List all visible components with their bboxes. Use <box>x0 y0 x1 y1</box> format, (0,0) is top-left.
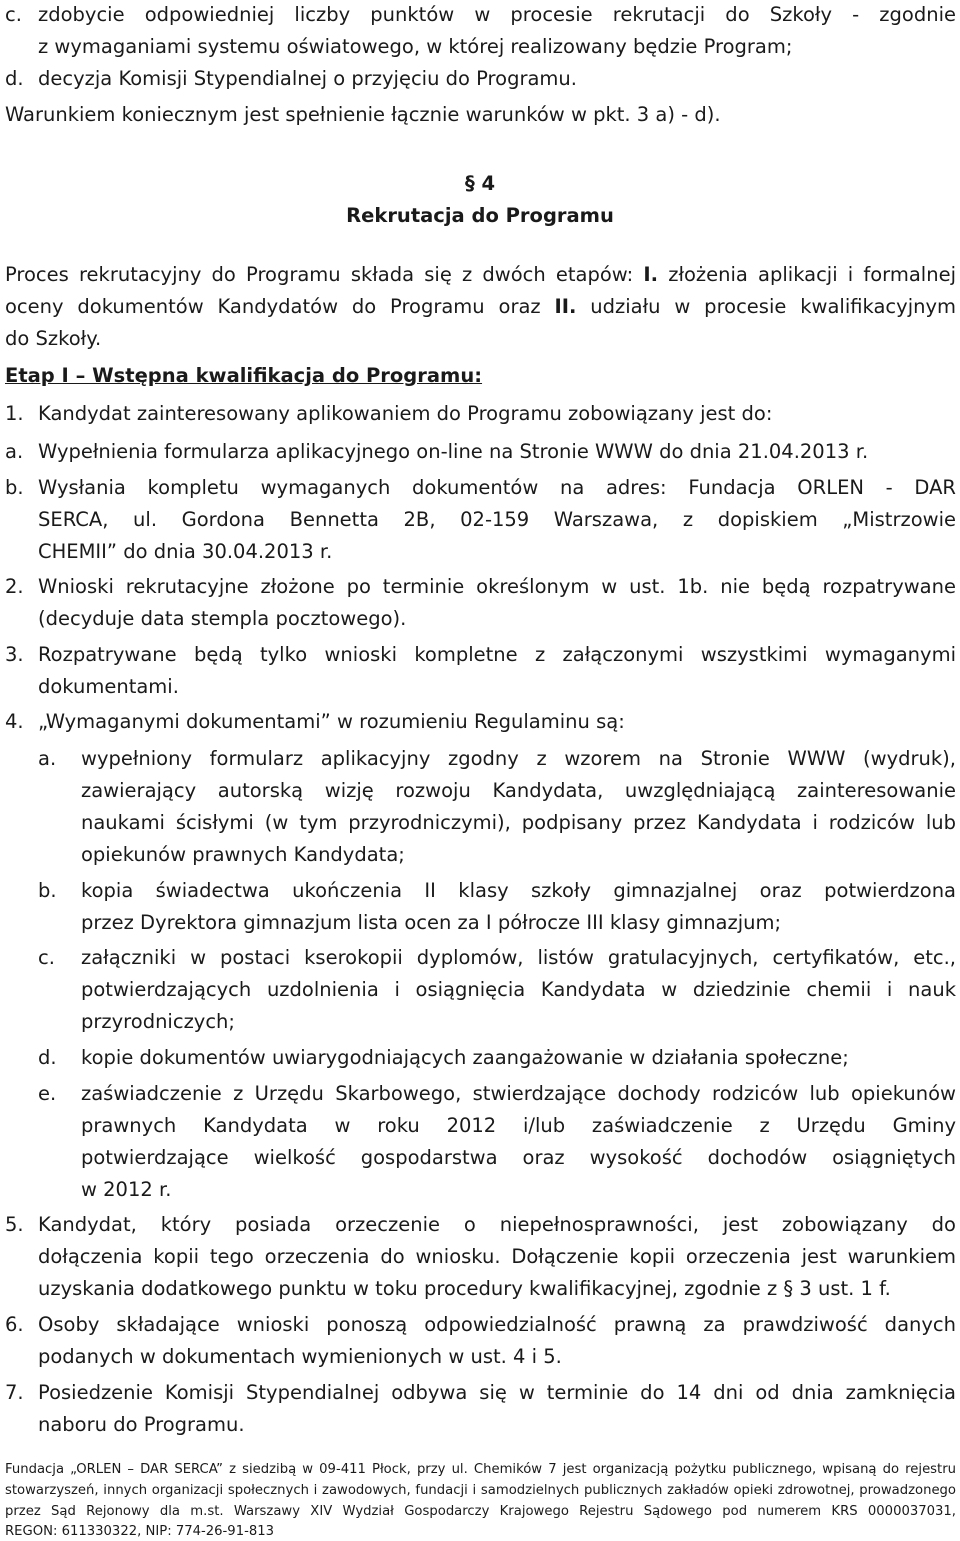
item-5-line2: dołączenia kopii tego orzeczenia do wniosku. Dołączenie kopii orzeczenia jest warunkiem <box>38 1245 956 1268</box>
item-4-label: 4. <box>5 710 24 733</box>
item-4a-line1: wypełniony formularz aplikacyjny zgodny z wzorem na Stronie WWW (wydruk), <box>81 747 956 770</box>
item-3-line2: dokumentami. <box>38 675 179 698</box>
intro-c-line1: zdobycie odpowiedniej liczby punktów w procesie rekrutacji do Szkoły - zgodnie <box>38 3 956 26</box>
item-4c-line3: przyrodniczych; <box>81 1010 235 1033</box>
item-4c-label: c. <box>38 946 55 969</box>
item-1-text: Kandydat zainteresowany aplikowaniem do Programu zobowiązany jest do: <box>38 402 773 425</box>
item-2-line2: (decyduje data stempla pocztowego). <box>38 607 407 630</box>
item-5-line3: uzyskania dodatkowego punktu w toku procedury kwalifikacyjnej, zgodnie z § 3 ust. 1 f. <box>38 1277 891 1300</box>
item-1a-text: Wypełnienia formularza aplikacyjnego on-line na Stronie WWW do dnia 21.04.2013 r. <box>38 440 869 463</box>
item-1b-label: b. <box>5 476 24 499</box>
item-2-label: 2. <box>5 575 24 598</box>
item-7-label: 7. <box>5 1381 24 1404</box>
intro-c-line2: z wymaganiami systemu oświatowego, w której realizowany będzie Program; <box>38 35 793 58</box>
item-4e-line2: prawnych Kandydata w roku 2012 i/lub zaświadczenie z Urzędu Gminy <box>81 1114 956 1137</box>
stage-heading: Etap I – Wstępna kwalifikacja do Programu: <box>5 364 483 387</box>
item-4d-label: d. <box>38 1046 57 1069</box>
item-4c-line2: potwierdzających uzdolnienia i osiągnięcia Kandydata w dziedzinie chemii i nauk <box>81 978 956 1001</box>
item-4a-line4: opiekunów prawnych Kandydata; <box>81 843 405 866</box>
footer-line2: stowarzyszeń, innych organizacji społecznych i zawodowych, fundacji i samodzielnych publicznych zakładów opieki zdrowotnej, prowadzonego <box>5 1483 956 1498</box>
item-1b-line3: CHEMII” do dnia 30.04.2013 r. <box>38 540 333 563</box>
item-4b-label: b. <box>38 879 57 902</box>
item-4c-line1: załączniki w postaci kserokopii dyplomów, listów gratulacyjnych, certyfikatów, etc., <box>81 946 956 969</box>
item-3-label: 3. <box>5 643 24 666</box>
item-1b-line1: Wysłania kompletu wymaganych dokumentów na adres: Fundacja ORLEN - DAR <box>38 476 956 499</box>
list-label-d: d. <box>5 67 24 90</box>
item-6-label: 6. <box>5 1313 24 1336</box>
stage-one-marker: I. <box>643 263 659 286</box>
item-4a-line3: naukami ścisłymi (w tym przyrodniczymi), podpisany przez Kandydata i rodziców lub <box>81 811 956 834</box>
process-line1: Proces rekrutacyjny do Programu składa się z dwóch etapów: I. złożenia aplikacji i formalnej <box>5 263 956 286</box>
item-7-line1: Posiedzenie Komisji Stypendialnej odbywa się w terminie do 14 dni od dnia zamknięcia <box>38 1381 956 1404</box>
section-title: Rekrutacja do Programu <box>346 204 614 227</box>
item-1-label: 1. <box>5 402 24 425</box>
item-7-line2: naboru do Programu. <box>38 1413 245 1436</box>
item-4d-text: kopie dokumentów uwiarygodniających zaangażowanie w działania społeczne; <box>81 1046 849 1069</box>
item-2-line1: Wnioski rekrutacyjne złożone po terminie określonym w ust. 1b. nie będą rozpatrywane <box>38 575 956 598</box>
condition-text: Warunkiem koniecznym jest spełnienie łącznie warunków w pkt. 3 a) - d). <box>5 103 721 126</box>
item-1a-label: a. <box>5 440 24 463</box>
footer-line1: Fundacja „ORLEN – DAR SERCA” z siedzibą w 09-411 Płock, przy ul. Chemików 7 jest organizacją pożytku publicznego, wpisaną do rejestru <box>5 1462 956 1477</box>
item-5-line1: Kandydat, który posiada orzeczenie o niepełnosprawności, jest zobowiązany do <box>38 1213 956 1236</box>
item-4e-line1: zaświadczenie z Urzędu Skarbowego, stwierdzające dochody rodziców lub opiekunów <box>81 1082 956 1105</box>
item-5-label: 5. <box>5 1213 24 1236</box>
item-3-line1: Rozpatrywane będą tylko wnioski kompletne z załączonymi wszystkimi wymaganymi <box>38 643 956 666</box>
process-line2: oceny dokumentów Kandydatów do Programu oraz II. udziału w procesie kwalifikacyjnym <box>5 295 956 318</box>
section-number: § 4 <box>464 172 496 195</box>
item-4e-label: e. <box>38 1082 57 1105</box>
item-4e-line4: w 2012 r. <box>81 1178 172 1201</box>
stage-two-marker: II. <box>554 295 577 318</box>
process-line3: do Szkoły. <box>5 327 102 350</box>
item-4b-line1: kopia świadectwa ukończenia II klasy szkoły gimnazjalnej oraz potwierdzona <box>81 879 956 902</box>
intro-d-line: decyzja Komisji Stypendialnej o przyjęciu do Programu. <box>38 67 577 90</box>
item-6-line2: podanych w dokumentach wymienionych w ust. 4 i 5. <box>38 1345 562 1368</box>
item-4-text: „Wymaganymi dokumentami” w rozumieniu Regulaminu są: <box>38 710 625 733</box>
item-4a-line2: zawierający autorską wizję rozwoju Kandydata, uwzględniającą zainteresowanie <box>81 779 956 802</box>
item-6-line1: Osoby składające wnioski ponoszą odpowiedzialność prawną za prawdziwość danych <box>38 1313 956 1336</box>
footer-line3: przez Sąd Rejonowy dla m.st. Warszawy XIV Wydział Gospodarczy Krajowego Rejestru Sądowego pod numerem KRS 0000037031, <box>5 1504 956 1519</box>
item-1b-line2: SERCA, ul. Gordona Bennetta 2B, 02-159 Warszawa, z dopiskiem „Mistrzowie <box>38 508 956 531</box>
item-4e-line3: potwierdzające wielkość gospodarstwa oraz wysokość dochodów osiągniętych <box>81 1146 956 1169</box>
list-label-c: c. <box>5 3 22 26</box>
item-4b-line2: przez Dyrektora gimnazjum lista ocen za I półrocze III klasy gimnazjum; <box>81 911 782 934</box>
footer-line4: REGON: 611330322, NIP: 774-26-91-813 <box>5 1524 275 1539</box>
item-4a-label: a. <box>38 747 57 770</box>
